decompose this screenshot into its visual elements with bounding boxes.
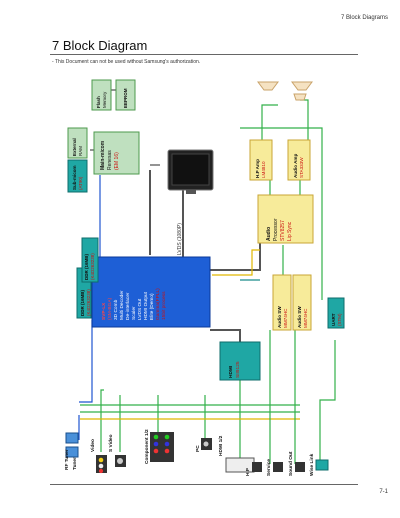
main_ic-line-5: Scaler xyxy=(132,306,137,320)
footer-rule xyxy=(50,484,358,485)
main_ic-line-4: De-interlacer xyxy=(126,292,131,320)
audio-sw2-box xyxy=(293,275,311,330)
ic-audio-link-2 xyxy=(212,250,260,275)
main_ic-line-8: Elite (Demo) xyxy=(150,293,155,320)
audio-sw1-label xyxy=(277,306,288,328)
audio_processor-line-1: Processor xyxy=(273,218,279,241)
speaker-icons xyxy=(258,82,312,100)
wise-link-icon xyxy=(316,460,328,470)
input-label-7: H.P xyxy=(246,468,251,476)
input-label-6: HDMI 1/2 xyxy=(219,435,224,456)
uart-line xyxy=(320,340,335,460)
hp_amp-line-0: H.P Amp xyxy=(255,159,260,178)
hp_amp-line-1: LM4810 xyxy=(261,161,266,178)
input-label-5: PC xyxy=(196,445,201,452)
hp-jack-icon xyxy=(252,462,262,472)
usb-line-0: UART xyxy=(331,313,336,326)
input-label-0: RF Tuner xyxy=(65,449,70,470)
service-jack-icon xyxy=(273,462,283,472)
uart-label xyxy=(331,313,342,326)
audio_sw1-line-1: MM74HC xyxy=(283,308,288,328)
amps-to-speakers xyxy=(262,100,308,140)
ddr_right-line-0: DDR (16MB) xyxy=(84,253,89,280)
usb-line-1: (STM) xyxy=(337,313,342,326)
audio_amp-line-0: Audio Amp xyxy=(293,153,298,178)
video-line xyxy=(101,390,104,452)
flash-line-1: Memory xyxy=(102,91,107,108)
main_ic-line-6: LVDS Out xyxy=(138,298,143,320)
main_ic-line-9: Gamma(FPLL) xyxy=(156,288,161,320)
ddr-left-label xyxy=(80,289,91,316)
processor-to-amps xyxy=(270,180,300,195)
audio_sw2-line-0: Audio SW xyxy=(297,306,302,328)
main_micom-line-0: Main-micom xyxy=(100,140,106,170)
audio-sw1-box xyxy=(273,275,291,330)
ddr-right-label xyxy=(84,253,95,280)
input-label-10: Wise Link xyxy=(310,453,315,476)
tuner-to-ic-line xyxy=(79,320,92,440)
component-jack-icon xyxy=(150,432,174,462)
main_micom-line-1: Renesas xyxy=(107,150,113,170)
ddr_left-line-1: (K4D263238) xyxy=(86,289,91,316)
page-title: 7 Block Diagram xyxy=(52,38,148,53)
rf-tuner-icon xyxy=(66,433,78,443)
external_ram-line-0: External xyxy=(72,138,77,156)
audio_sw1-line-0: Audio SW xyxy=(277,306,282,328)
page-number: 7-1 xyxy=(379,489,388,495)
tv-icon xyxy=(168,150,213,194)
audio_sw2-line-1: MM74HC xyxy=(303,308,308,328)
external_ram-line-1: RAM xyxy=(78,146,83,156)
sub_micom-line-0: Sub-micom xyxy=(72,165,77,190)
input-label-3: S Video xyxy=(109,434,114,452)
ddr_left-line-0: DDR (16MB) xyxy=(80,289,85,316)
eeprom-line-0: EEPROM xyxy=(123,88,128,108)
input-label-4: Component 1/2 xyxy=(145,429,150,464)
audio_processor-line-2: STV8257 xyxy=(280,220,286,241)
main_micom-line-2: (EM 16) xyxy=(114,152,120,170)
main_ic-line-0: SVP-LX xyxy=(102,302,107,320)
eeprom-label xyxy=(123,88,128,108)
main_ic-line-10: 15bit process xyxy=(162,291,167,320)
sub_micom-line-1: (AT90) xyxy=(78,176,83,190)
input-label-1: Tuner xyxy=(73,457,78,470)
page-header: 7 Block Diagrams xyxy=(340,15,388,21)
hdmi_rx-line-1: SII9125 xyxy=(236,361,241,378)
ddr_right-line-1: (K4D263238) xyxy=(90,253,95,280)
audio_amp-line-1: STA333W xyxy=(299,157,304,178)
authorization-note: - This Document can not be used without Samsung's authorization. xyxy=(52,59,201,65)
audio-sw2-label xyxy=(297,306,308,328)
hdmi_rx-line-0: HDMI xyxy=(229,365,234,378)
input-label-2: Video xyxy=(91,439,96,452)
main_ic-line-7: HDMI Output xyxy=(144,292,149,320)
hp-amp-label xyxy=(255,159,266,178)
lvds-label: LVDS (1080P) xyxy=(177,223,183,255)
main_ic-line-2: 3D Comb xyxy=(114,299,119,320)
main_ic-line-1: (SM-BGA) xyxy=(108,297,113,320)
audio_processor-line-3: Lip Sync xyxy=(287,221,293,241)
main_ic-line-3: Multi Decoder xyxy=(120,290,125,320)
audio_processor-line-0: Audio xyxy=(266,226,272,241)
flash-line-0: Flash xyxy=(96,96,101,108)
sound-out-jack-icon xyxy=(295,462,305,472)
input-label-8: Service xyxy=(267,458,272,476)
input-label-9: Sound Out xyxy=(289,451,294,476)
audio-sw-input-lines xyxy=(270,330,295,464)
